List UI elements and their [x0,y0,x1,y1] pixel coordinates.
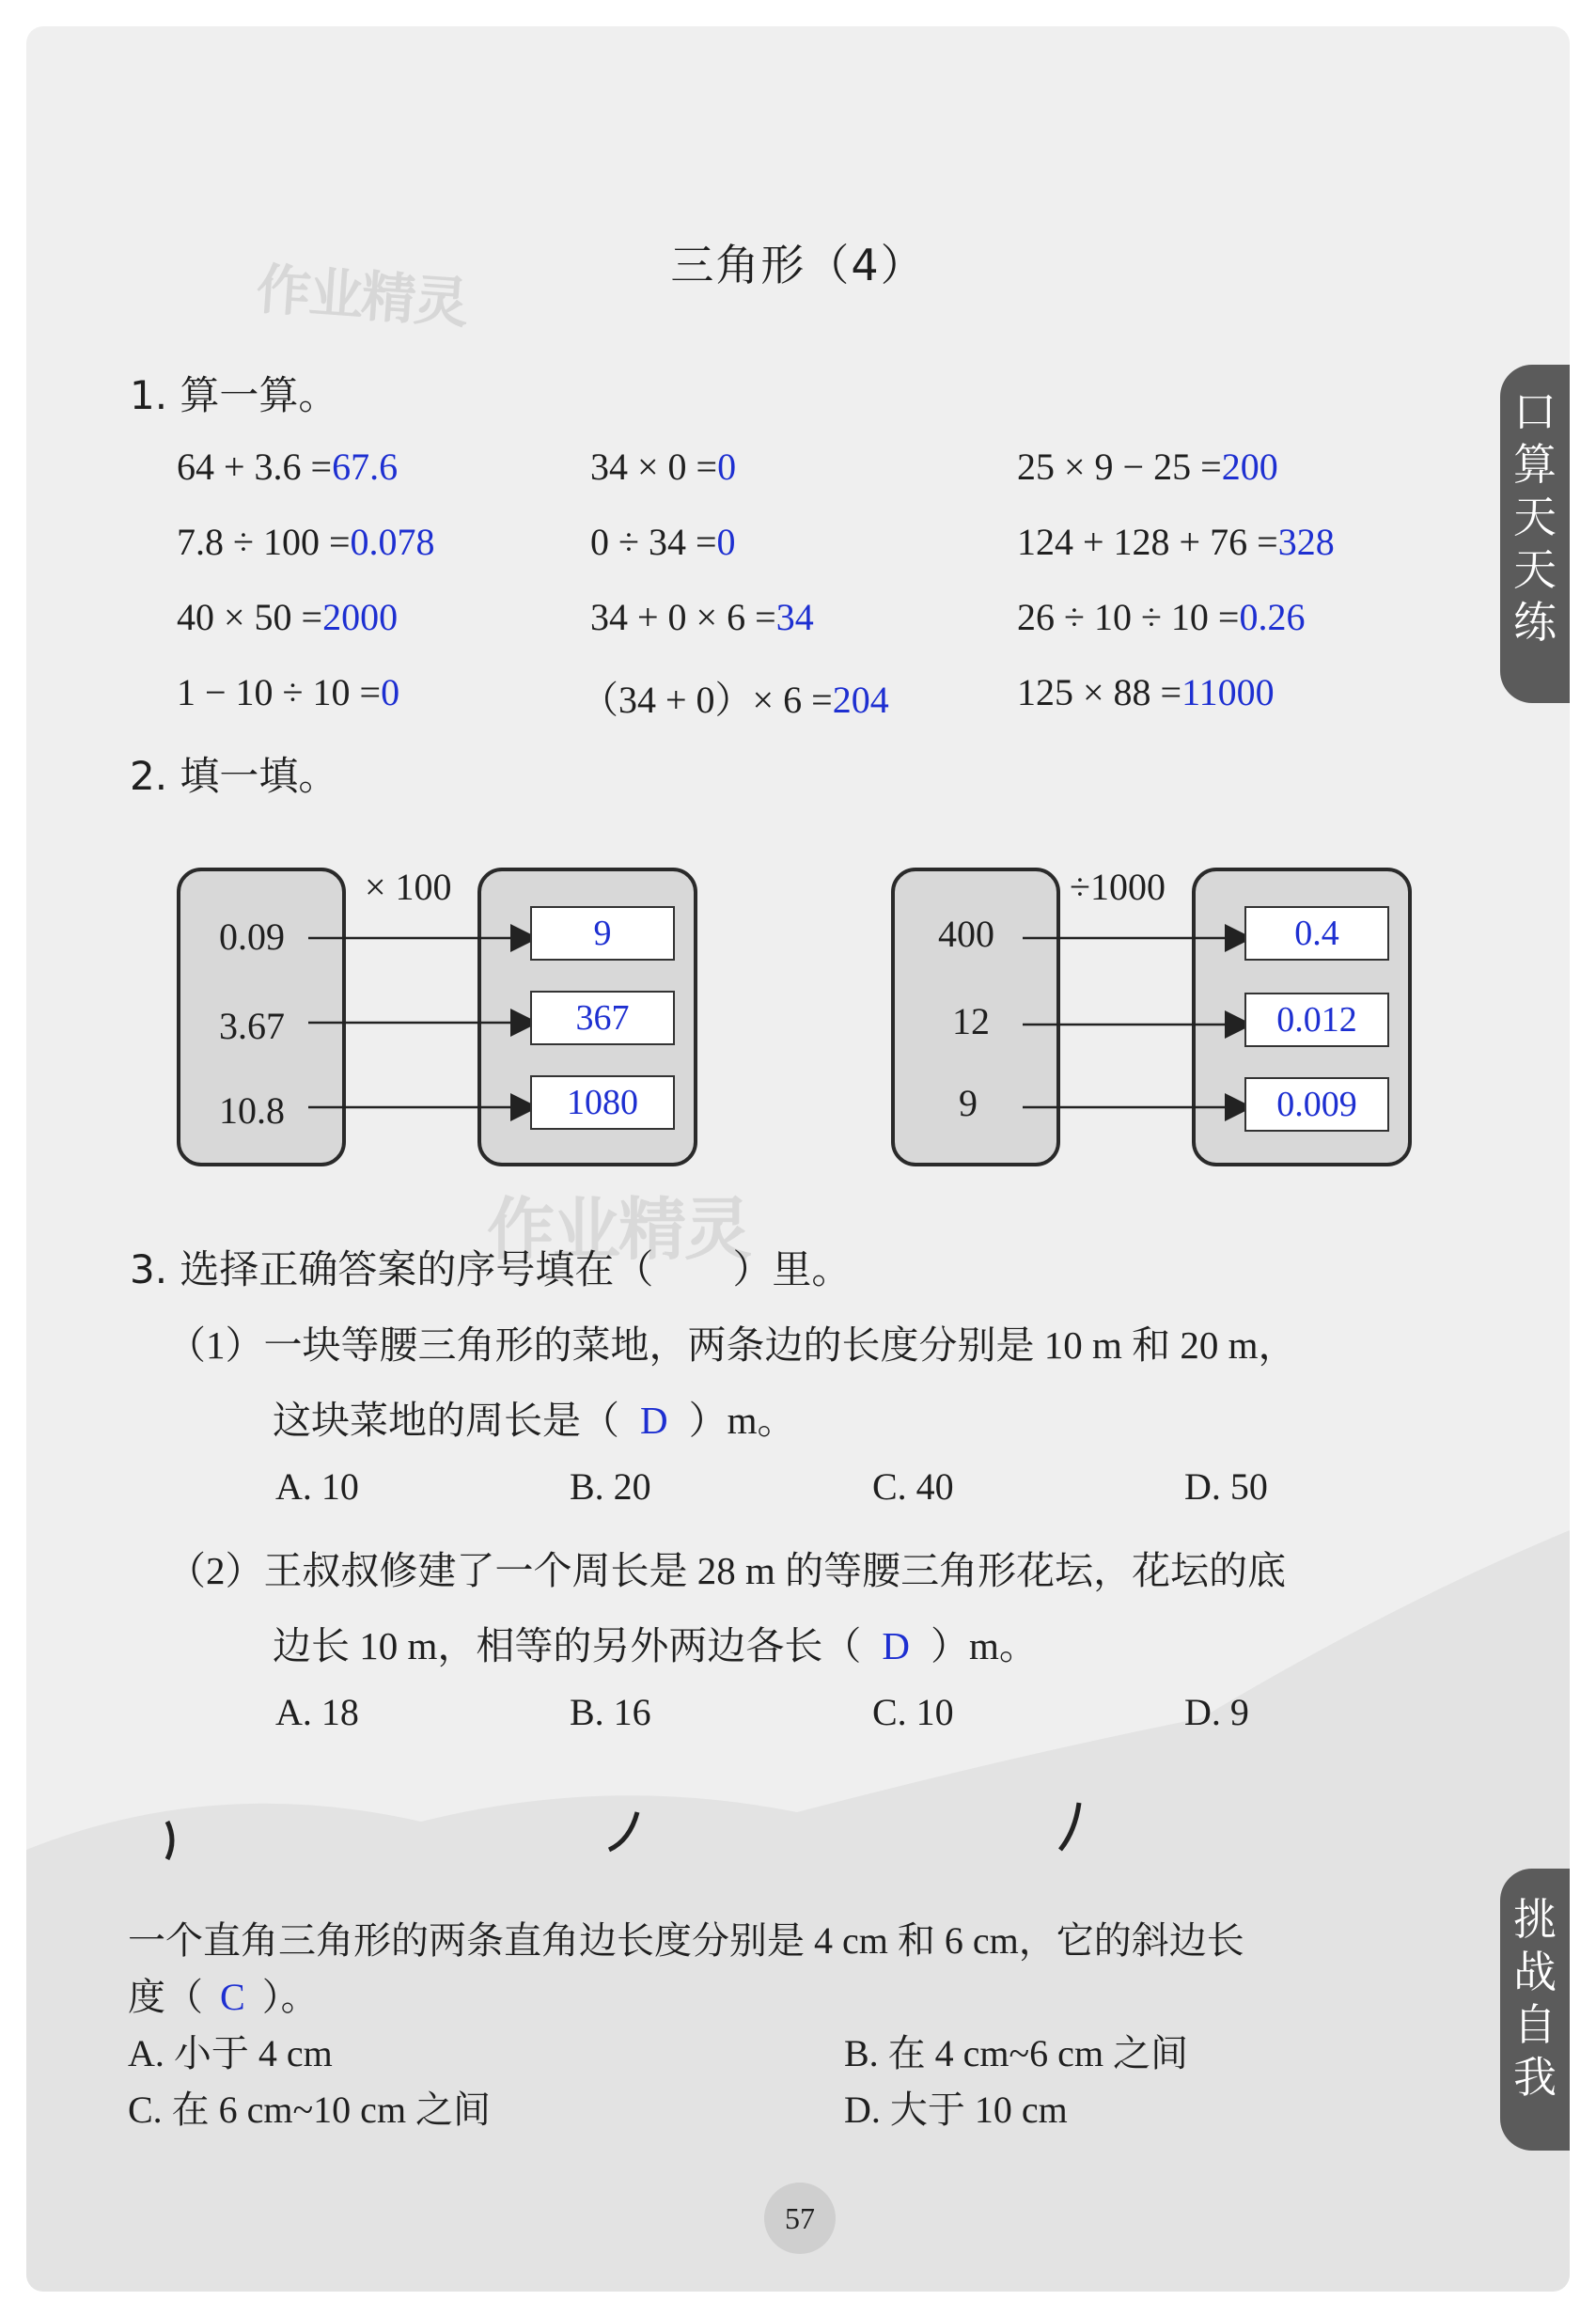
q2-right-output: 0.012 [1244,993,1389,1047]
q1-item [590,595,814,639]
challenge-option-d: D. 大于 10 cm [844,2089,1068,2131]
q3-p2-line2 [273,1615,1038,1670]
q3-p1-unit: ）m。 [688,1399,796,1442]
q2-right-input: 12 [952,1000,990,1042]
q3-p1-option-c: C. 40 [872,1465,954,1508]
q3-p2-option-d: D. 9 [1184,1691,1249,1733]
q2-left-operator: × 100 [365,866,452,908]
q3-p1-option-d: D. 50 [1184,1465,1268,1508]
q2-right-output: 0.009 [1244,1077,1389,1132]
expression: 64 + 3.6 = [177,446,333,488]
answer: 0 [717,446,737,488]
q2-left-input: 3.67 [219,1005,285,1047]
answer: 204 [832,679,889,721]
q3-p2-option-b: B. 16 [570,1691,651,1733]
q2-left-output: 9 [530,906,675,961]
q3-p1-answer: D [640,1399,668,1442]
side-tab-oral-calc [1500,365,1570,703]
q2-left-output: 1080 [530,1075,675,1130]
answer: 0.26 [1239,596,1306,638]
answer: 0.078 [350,521,435,563]
q2-right-arrows [1023,910,1267,1135]
answer: 0 [381,671,400,713]
answer: 0 [716,521,736,563]
q1-item [1017,445,1278,489]
q2-right-input: 400 [938,913,994,955]
challenge-line1: 一个直角三角形的两条直角边长度分别是 4 cm 和 6 cm，它的斜边长 [128,1919,1244,1962]
q3-p2-option-a: A. 18 [275,1691,359,1733]
q3-p1-line1: （1）一块等腰三角形的菜地，两条边的长度分别是 10 m 和 20 m， [167,1323,1297,1367]
q3-p2-option-c: C. 10 [872,1691,954,1733]
expression: 34 × 0 = [590,446,718,488]
q3-p1-option-a: A. 10 [275,1465,359,1508]
page-title: 三角形（4） [670,240,926,290]
expression: 40 × 50 = [177,596,323,638]
q2-right-output: 0.4 [1244,906,1389,961]
side-tab-oral-calc-label: 口算天天练 [1513,386,1557,648]
answer: 2000 [322,596,399,638]
q1-item [1017,670,1275,714]
expression: 34 + 0 × 6 = [590,596,776,638]
worksheet-page [26,26,1570,2292]
q3-p1-text: 这块菜地的周长是（ [273,1399,619,1442]
challenge-line2 [128,1967,319,2021]
q1-item [177,520,435,564]
answer: 11000 [1181,671,1275,713]
q1-item [1017,520,1335,564]
background-cloud [26,1493,1570,2292]
answer: 67.6 [332,446,399,488]
expression: 0 ÷ 34 = [590,521,717,563]
q1-heading: 1. 算一算。 [130,372,338,418]
expression: 7.8 ÷ 100 = [177,521,351,563]
q3-p2-text: 边长 10 m，相等的另外两边各长（ [273,1624,862,1667]
q2-heading: 2. 填一填。 [130,753,338,799]
watermark-middle: 作业精灵 [487,1190,751,1269]
watermark-top: 作业精灵 [254,257,469,336]
challenge-option-b: B. 在 4 cm~6 cm 之间 [844,2032,1189,2074]
q3-p2-unit: ）m。 [931,1624,1038,1667]
q3-p1-option-b: B. 20 [570,1465,651,1508]
answer: 328 [1277,521,1335,563]
q2-right-input: 9 [959,1082,978,1124]
q2-left-input: 0.09 [219,915,285,958]
q1-item [1017,595,1305,639]
q1-item [177,670,399,714]
expression: 25 × 9 − 25 = [1017,446,1222,488]
page-number: 57 [764,2183,836,2254]
q3-p2-answer: D [882,1624,910,1667]
q2-left-output: 367 [530,991,675,1045]
expression: 1 − 10 ÷ 10 = [177,671,382,713]
q3-heading: 3. 选择正确答案的序号填在（ ）里。 [130,1246,852,1292]
challenge-option-c: C. 在 6 cm~10 cm 之间 [128,2089,492,2131]
q1-item [590,520,736,564]
side-tab-challenge [1500,1869,1570,2151]
answer: 200 [1221,446,1278,488]
challenge-answer: C [220,1976,245,2018]
expression: 124 + 128 + 76 = [1017,521,1278,563]
q1-item [581,670,889,724]
q1-item [177,595,398,639]
answer: 34 [775,596,814,638]
q2-left-arrows [308,910,553,1135]
q3-p2-line1: （2）王叔叔修建了一个周长是 28 m 的等腰三角形花坛，花坛的底 [167,1549,1287,1592]
q1-item [590,445,736,489]
challenge-text: 度（ [128,1976,203,2018]
challenge-option-a: A. 小于 4 cm [128,2032,333,2074]
q3-p1-line2 [273,1389,796,1445]
q2-right-operator: ÷1000 [1070,866,1166,908]
q2-left-input: 10.8 [219,1089,285,1132]
challenge-end: ）。 [261,1976,319,2018]
expression: （34 + 0）× 6 = [581,679,833,721]
expression: 125 × 88 = [1017,671,1182,713]
q1-item [177,445,398,489]
expression: 26 ÷ 10 ÷ 10 = [1017,596,1240,638]
side-tab-challenge-label: 挑战自我 [1513,1894,1557,2103]
